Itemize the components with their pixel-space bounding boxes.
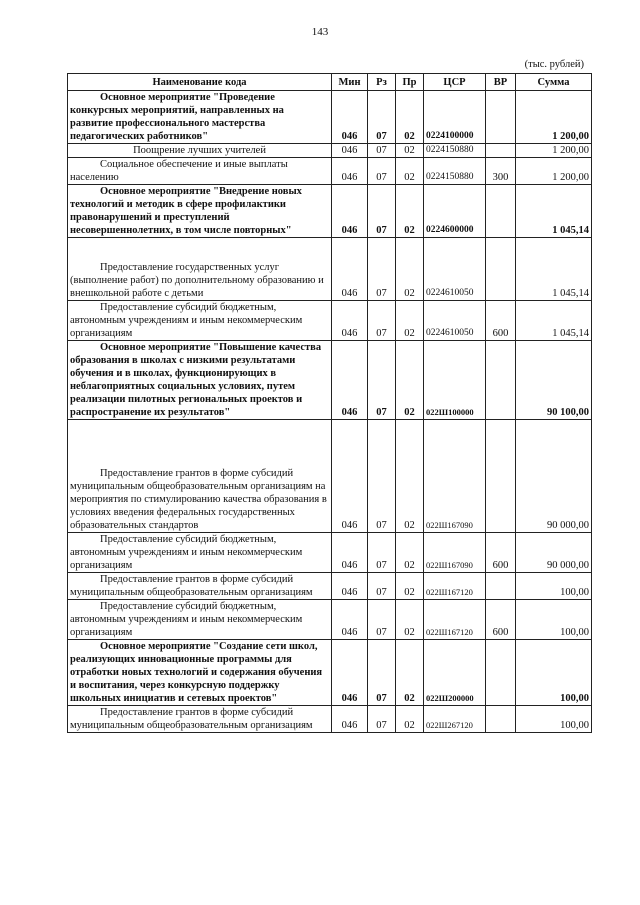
- cell-name: Основное мероприятие "Повышение качества образования в школах с низкими результатами обучения и в школах, функционирующих в неблагоприятных социальных условиях, путем реализации пилотных региональных проектов и распространение их результатов": [68, 341, 332, 420]
- cell-rz: 07: [368, 573, 396, 600]
- table-row: [68, 706, 592, 733]
- main-activity-row: [68, 341, 592, 420]
- cell-csr: 022Ш167090: [424, 420, 486, 533]
- main-activity-row: [68, 91, 592, 144]
- header-sum: Сумма: [516, 74, 592, 91]
- cell-min: 046: [332, 600, 368, 640]
- cell-pr: 02: [396, 706, 424, 733]
- cell-csr: 0224600000: [424, 185, 486, 238]
- cell-name: Основное мероприятие "Создание сети школ, реализующих инновационные программы для отработки новых технологий и содержания обучения и воспитания, через конкурсную поддержку школьных инициатив и сетевых проектов": [68, 640, 332, 706]
- header-rz: Рз: [368, 74, 396, 91]
- cell-pr: 02: [396, 533, 424, 573]
- cell-min: 046: [332, 573, 368, 600]
- cell-csr: 022Ш167090: [424, 533, 486, 573]
- cell-vr: [486, 185, 516, 238]
- main-activity-row: [68, 640, 592, 706]
- cell-rz: 07: [368, 341, 396, 420]
- cell-pr: 02: [396, 341, 424, 420]
- header-pr: Пр: [396, 74, 424, 91]
- table-row: [68, 420, 592, 533]
- cell-rz: 07: [368, 640, 396, 706]
- table-row: [68, 573, 592, 600]
- cell-min: 046: [332, 144, 368, 158]
- cell-sum: 90 100,00: [516, 341, 592, 420]
- cell-min: 046: [332, 341, 368, 420]
- cell-csr: 022Ш167120: [424, 600, 486, 640]
- cell-csr: 022Ш267120: [424, 706, 486, 733]
- cell-name: Предоставление грантов в форме субсидий муниципальным общеобразовательным организациям: [68, 573, 332, 600]
- cell-vr: 600: [486, 600, 516, 640]
- cell-vr: [486, 706, 516, 733]
- table-row: [68, 158, 592, 185]
- cell-min: 046: [332, 706, 368, 733]
- cell-sum: 1 045,14: [516, 301, 592, 341]
- table-row: [68, 533, 592, 573]
- cell-sum: 90 000,00: [516, 420, 592, 533]
- cell-rz: 07: [368, 91, 396, 144]
- cell-min: 046: [332, 420, 368, 533]
- cell-name: Основное мероприятие "Внедрение новых технологий и методик в сфере профилактики правонарушений и преступлений несовершеннолетних, в том числе повторных": [68, 185, 332, 238]
- cell-csr: 022Ш167120: [424, 573, 486, 600]
- cell-sum: 1 045,14: [516, 185, 592, 238]
- cell-min: 046: [332, 91, 368, 144]
- cell-rz: 07: [368, 533, 396, 573]
- table-row: [68, 301, 592, 341]
- cell-csr: 022Ш100000: [424, 341, 486, 420]
- cell-sum: 100,00: [516, 573, 592, 600]
- cell-rz: 07: [368, 301, 396, 341]
- cell-csr: 0224100000: [424, 91, 486, 144]
- cell-csr: 0224610050: [424, 301, 486, 341]
- cell-vr: [486, 341, 516, 420]
- header-vr: ВР: [486, 74, 516, 91]
- cell-name: Предоставление субсидий бюджетным, автономным учреждениям и иным некоммерческим организациям: [68, 301, 332, 341]
- page-number: 143: [311, 26, 329, 38]
- cell-name: Социальное обеспечение и иные выплаты населению: [68, 158, 332, 185]
- cell-vr: [486, 238, 516, 301]
- cell-pr: 02: [396, 158, 424, 185]
- cell-vr: 300: [486, 158, 516, 185]
- main-activity-row: [68, 185, 592, 238]
- cell-rz: 07: [368, 238, 396, 301]
- cell-csr: 0224150880: [424, 158, 486, 185]
- cell-sum: 100,00: [516, 600, 592, 640]
- cell-vr: [486, 640, 516, 706]
- cell-pr: 02: [396, 420, 424, 533]
- cell-name: Предоставление субсидий бюджетным, автономным учреждениям и иным некоммерческим организациям: [68, 533, 332, 573]
- cell-csr: 0224150880: [424, 144, 486, 158]
- cell-rz: 07: [368, 158, 396, 185]
- table-row: [68, 600, 592, 640]
- cell-rz: 07: [368, 706, 396, 733]
- cell-pr: 02: [396, 91, 424, 144]
- cell-rz: 07: [368, 144, 396, 158]
- cell-name: Предоставление грантов в форме субсидий муниципальным общеобразовательным организациям на мероприятия по стимулированию качества образования в условиях введения федеральных государственных образовательных стандартов: [68, 420, 332, 533]
- cell-sum: 1 200,00: [516, 144, 592, 158]
- cell-min: 046: [332, 533, 368, 573]
- header-min: Мин: [332, 74, 368, 91]
- cell-sum: 1 200,00: [516, 91, 592, 144]
- cell-pr: 02: [396, 185, 424, 238]
- cell-vr: [486, 144, 516, 158]
- cell-rz: 07: [368, 600, 396, 640]
- cell-pr: 02: [396, 144, 424, 158]
- table-body: [68, 91, 592, 733]
- cell-vr: [486, 91, 516, 144]
- cell-sum: 100,00: [516, 640, 592, 706]
- header-name: Наименование кода: [68, 74, 332, 91]
- cell-min: 046: [332, 158, 368, 185]
- cell-rz: 07: [368, 185, 396, 238]
- cell-pr: 02: [396, 573, 424, 600]
- cell-name: Предоставление субсидий бюджетным, автономным учреждениям и иным некоммерческим организациям: [68, 600, 332, 640]
- cell-sum: 1 045,14: [516, 238, 592, 301]
- cell-name: Предоставление грантов в форме субсидий муниципальным общеобразовательным организациям: [68, 706, 332, 733]
- budget-table: [67, 73, 592, 733]
- cell-name: Поощрение лучших учителей: [68, 144, 332, 158]
- table-row: [68, 238, 592, 301]
- cell-csr: 0224610050: [424, 238, 486, 301]
- cell-pr: 02: [396, 301, 424, 341]
- cell-sum: 1 200,00: [516, 158, 592, 185]
- table-header-row: [68, 74, 592, 91]
- cell-vr: [486, 573, 516, 600]
- cell-vr: 600: [486, 533, 516, 573]
- cell-pr: 02: [396, 600, 424, 640]
- cell-vr: 600: [486, 301, 516, 341]
- cell-sum: 100,00: [516, 706, 592, 733]
- header-csr: ЦСР: [424, 74, 486, 91]
- cell-rz: 07: [368, 420, 396, 533]
- cell-min: 046: [332, 640, 368, 706]
- table-row: [68, 144, 592, 158]
- cell-vr: [486, 420, 516, 533]
- cell-min: 046: [332, 185, 368, 238]
- cell-name: Основное мероприятие "Проведение конкурсных мероприятий, направленных на развитие профессионального мастерства педагогических работников": [68, 91, 332, 144]
- cell-pr: 02: [396, 640, 424, 706]
- units-label: (тыс. рублей): [524, 59, 584, 70]
- cell-csr: 022Ш200000: [424, 640, 486, 706]
- cell-min: 046: [332, 301, 368, 341]
- cell-name: Предоставление государственных услуг (выполнение работ) по дополнительному образованию и внешкольной работе с детьми: [68, 238, 332, 301]
- cell-min: 046: [332, 238, 368, 301]
- cell-pr: 02: [396, 238, 424, 301]
- cell-sum: 90 000,00: [516, 533, 592, 573]
